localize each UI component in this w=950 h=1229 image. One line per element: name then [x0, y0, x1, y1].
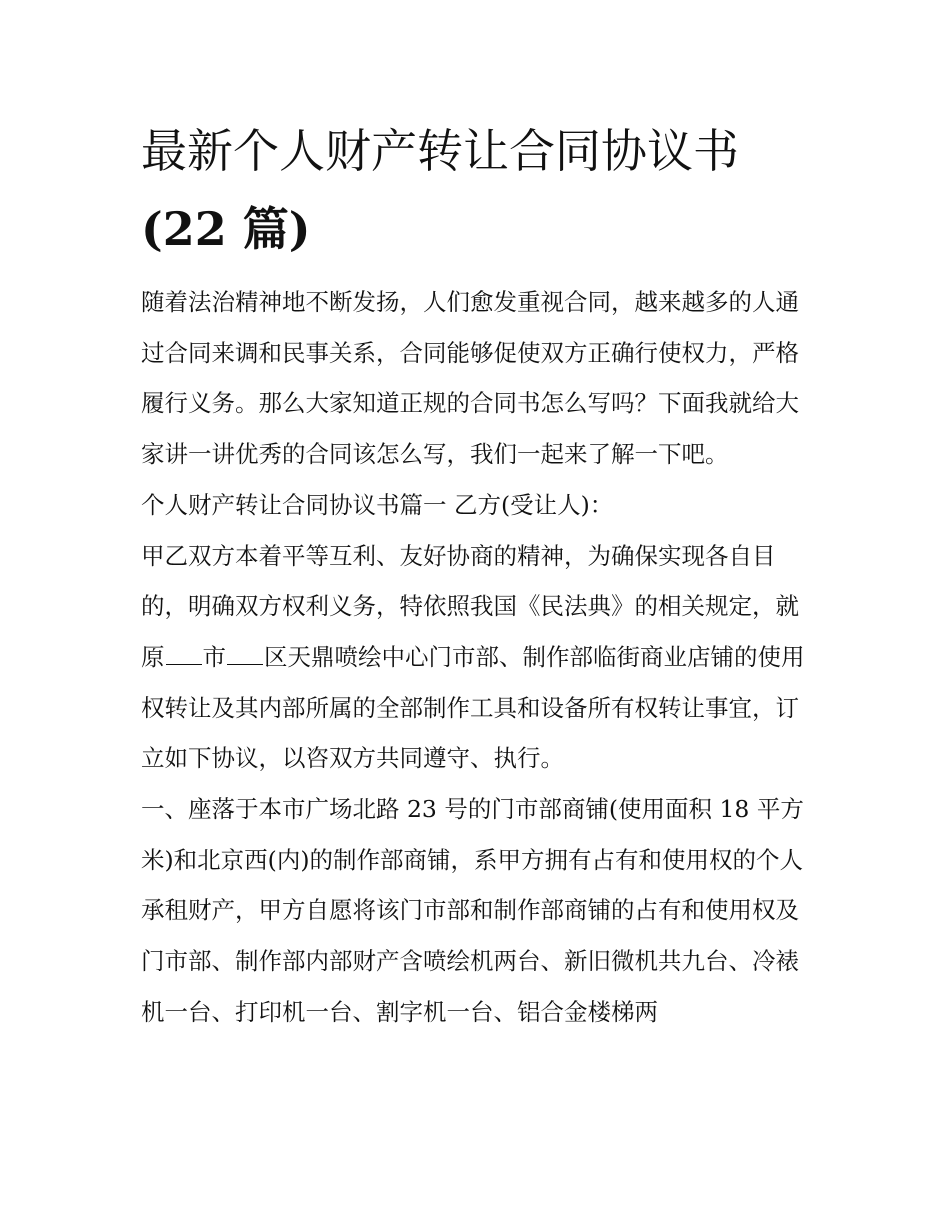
section-heading: 个人财产转让合同协议书篇一 乙方(受让人)：	[141, 490, 614, 519]
blank-line	[166, 663, 202, 665]
paragraph-1-part-2: 市	[202, 642, 226, 671]
paragraph-1-part-3: 区天鼎喷绘中心门市部、制作部临街商业店铺的使用权转让及其内部所属的全部制作工具和设备所有权转让事宜，订立如下协议，以咨双方共同遵守、执行。	[141, 642, 805, 773]
intro-paragraph: 随着法治精神地不断发扬，人们愈发重视合同，越来越多的人通过合同来调和民事关系，合同能够促使双方正确行使权力，严格履行义务。那么大家知道正规的合同书怎么写吗？下面我就给大家讲一讲优秀的合同该怎么写，我们一起来了解一下吧。	[141, 288, 799, 469]
paragraph-1	[141, 531, 813, 785]
document-body	[141, 277, 813, 1038]
paragraph-2: 一、座落于本市广场北路 23 号的门市部商铺(使用面积 18 平方米)和北京西(内)的制作部商铺，系甲方拥有占有和使用权的个人承租财产，甲方自愿将该门市部和制作部商铺的占有和使用权及门市部、制作部内部财产含喷绘机两台、新旧微机共九台、冷裱机一台、打印机一台、割字机一台、铝合金楼梯两	[141, 795, 804, 1026]
title-line-2: (22 篇)	[141, 202, 311, 256]
document-title	[141, 112, 841, 268]
title-line-1: 最新个人财产转让合同协议书	[141, 124, 739, 178]
paragraph-1-part-1: 甲乙双方本着平等互利、友好协商的精神，为确保实现各自目的，明确双方权利义务，特依照我国《民法典》的相关规定，就原	[141, 541, 799, 671]
blank-line	[227, 663, 263, 665]
